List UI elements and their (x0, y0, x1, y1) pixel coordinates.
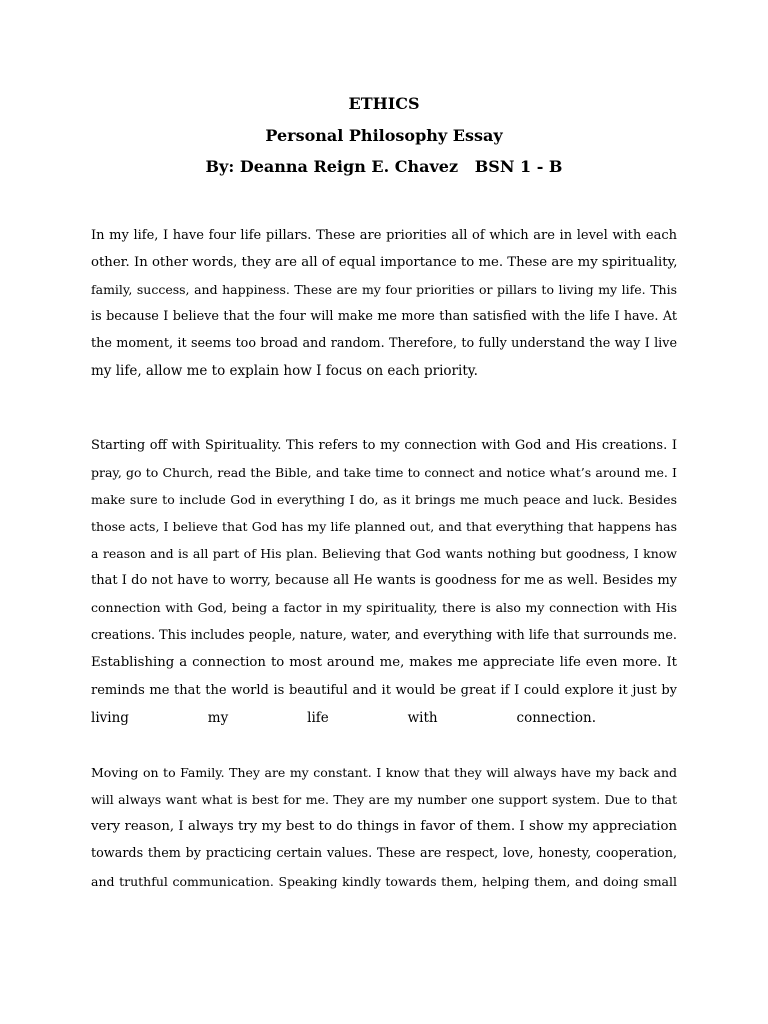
paragraph-line: Establishing a connection to most around me, makes me appreciate life even more. It (91, 655, 677, 670)
paragraph-line: pray, go to Church, read the Bible, and take time to connect and notice what’s around me. I (91, 465, 677, 480)
course-heading: ETHICS (348, 94, 420, 113)
paragraph-line: Starting off with Spirituality. This refers to my connection with God and His creations. I (91, 438, 677, 453)
paragraph-line: a reason and is all part of His plan. Believing that God wants nothing but goodness, I know (91, 546, 677, 561)
paragraph-line: Moving on to Family. They are my constant. I know that they will always have my back and (91, 765, 677, 780)
paragraph-line: very reason, I always try my best to do things in favor of them. I show my appreciation (91, 819, 677, 834)
paragraph-line: towards them by practicing certain values. These are respect, love, honesty, cooperation, (91, 846, 677, 861)
paragraph-line: my life, allow me to explain how I focus on each priority. (91, 363, 478, 379)
paragraph-line: In my life, I have four life pillars. These are priorities all of which are in level with each (91, 228, 677, 243)
paragraph-line: is because I believe that the four will make me more than satisfied with the life I have. At (91, 309, 677, 324)
paragraph-line: reminds me that the world is beautiful and it would be great if I could explore it just by (91, 683, 677, 698)
paragraph-line: other. In other words, they are all of equal importance to me. These are my spirituality, (91, 255, 678, 270)
paragraph-line: connection with God, being a factor in my spirituality, there is also my connection with His (91, 600, 677, 615)
paragraph-line: those acts, I believe that God has my life planned out, and that everything that happens has (91, 519, 677, 534)
paragraph-line: the moment, it seems too broad and random. Therefore, to fully understand the way I live (91, 336, 677, 351)
author-byline: By: Deanna Reign E. Chavez BSN 1 - B (205, 157, 563, 176)
paragraph-line: make sure to include God in everything I do, as it brings me much peace and luck. Besides (91, 492, 677, 507)
paragraph-line: creations. This includes people, nature, water, and everything with life that surrounds me. (91, 628, 677, 643)
paragraph-line: family, success, and happiness. These are my four priorities or pillars to living my life. This (91, 282, 677, 297)
essay-title: Personal Philosophy Essay (265, 126, 503, 145)
paragraph-line: and truthful communication. Speaking kindly towards them, helping them, and doing small (91, 874, 677, 889)
paragraph-line: that I do not have to worry, because all He wants is goodness for me as well. Besides my (91, 573, 677, 588)
paragraph-line: will always want what is best for me. They are my number one support system. Due to that (91, 792, 677, 807)
paragraph-line: living my life with connection. (91, 710, 596, 726)
